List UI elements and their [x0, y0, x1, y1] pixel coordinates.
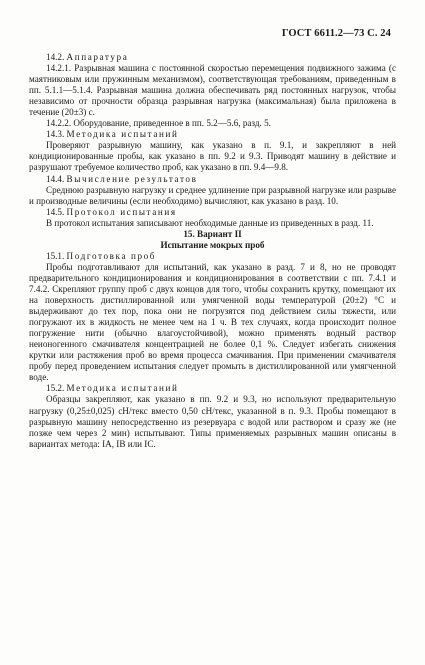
paragraph-14-5: В протокол испытания записывают необходимые данные из приведенных в разд. 11.: [46, 217, 374, 228]
section-title: Методика испытаний: [66, 383, 179, 394]
section-number: 15.1.: [46, 250, 65, 261]
paragraph-15-1: Пробы подготавливают для испытаний, как указано в разд. 7 и 8, но не проводят предварительного кондиционирования и кондиционирования в соответствии с пп. 7.4.1 и 7.4.2. Скрепляют группу проб с двух концов для того, чтобы сохранить крутку, помещают их на поверхность дистиллированной или умягченной воды температурой (20±2) °С и выдерживают до тех пор, пока они не погрузятся под действием силы тяжести, или погружают их в жидкость не менее чем на 1 ч. В тех случаях, когда происходит полное погружение нити (обычно влагоустойчивой), можно применять водный раствор неионогенного смачивателя концентрацией не более 0,1 %. Следует избегать снижения крутки или растяжения проб во время процесса смачивания. При применении смачивателя пробу перед проведением испытания следует промыть в дистиллированной или умягченной воде.: [29, 261, 396, 383]
paragraph-14-2-1: 14.2.1. Разрывная машина с постоянной скоростью перемещения подвижного зажима (с маятниковым или пружинным механизмом), соответствующая требованиям, приведенным в пп. 5.1.1—5.1.4. Разрывная машина должна обеспечивать ряд постоянных нагрузок, чтобы независимо от прочности образца разрывная нагрузка (максимальная) была приложена в течение (20±3) с.: [29, 63, 396, 118]
section-heading-15-2: [29, 383, 396, 394]
section-heading-14-3: [29, 129, 396, 140]
section-number: 14.2.: [46, 52, 65, 62]
section-heading-15-1: [29, 251, 396, 262]
section-heading-14-2: [29, 52, 396, 63]
section-title: Вычисление результатов: [66, 173, 198, 184]
section-title: Аппаратура: [66, 52, 129, 62]
page-header: ГОСТ 6611.2—73 С. 24: [281, 28, 391, 39]
section-title: Методика испытаний: [66, 129, 179, 140]
section-heading-14-4: [29, 174, 396, 185]
paragraph-14-4: Среднюю разрывную нагрузку и среднее удлинение при разрывной нагрузке или разрыве и производные величины (если необходимо) вычисляют, как указано в разд. 10.: [29, 184, 396, 206]
section-number: 14.4.: [46, 173, 65, 184]
paragraph-15-2: Образцы закрепляют, как указано в пп. 9.2 и 9.3, но используют предварительную нагрузку (0,25±0,025) сН/текс вместо 0,50 сН/текс, указанной в п. 9.3. Пробы помещают в разрывную машину непосредственно из резервуара с водой или раствором и сразу же (не позже чем через 2 мин) испытывают. Типы применяемых разрывных машин описаны в вариантах метода: IA, IB или IC.: [29, 394, 396, 449]
section-heading-14-5: [29, 207, 396, 218]
section-title: Протокол испытания: [66, 206, 177, 217]
section-title: Подготовка проб: [66, 250, 157, 261]
paragraph-14-3: Проверяют разрывную машину, как указано в п. 9.1, и закрепляют в ней кондиционированные пробы, как указано в пп. 9.2 и 9.3. Приводят машину в действие и разрушают требуемое количество проб, как указано в пп. 9.4—9.8.: [29, 140, 396, 173]
paragraph-14-2-2: 14.2.2. Оборудование, приведенное в пп. 5.2—5.6, разд. 5.: [46, 118, 271, 129]
variant-subtitle: Испытание мокрых проб: [160, 239, 265, 250]
section-number: 15.2.: [46, 383, 65, 394]
variant-title: 15. Вариант II: [183, 228, 242, 239]
section-number: 14.5.: [46, 206, 65, 217]
document-body: [29, 52, 396, 450]
section-number: 14.3.: [46, 129, 65, 140]
